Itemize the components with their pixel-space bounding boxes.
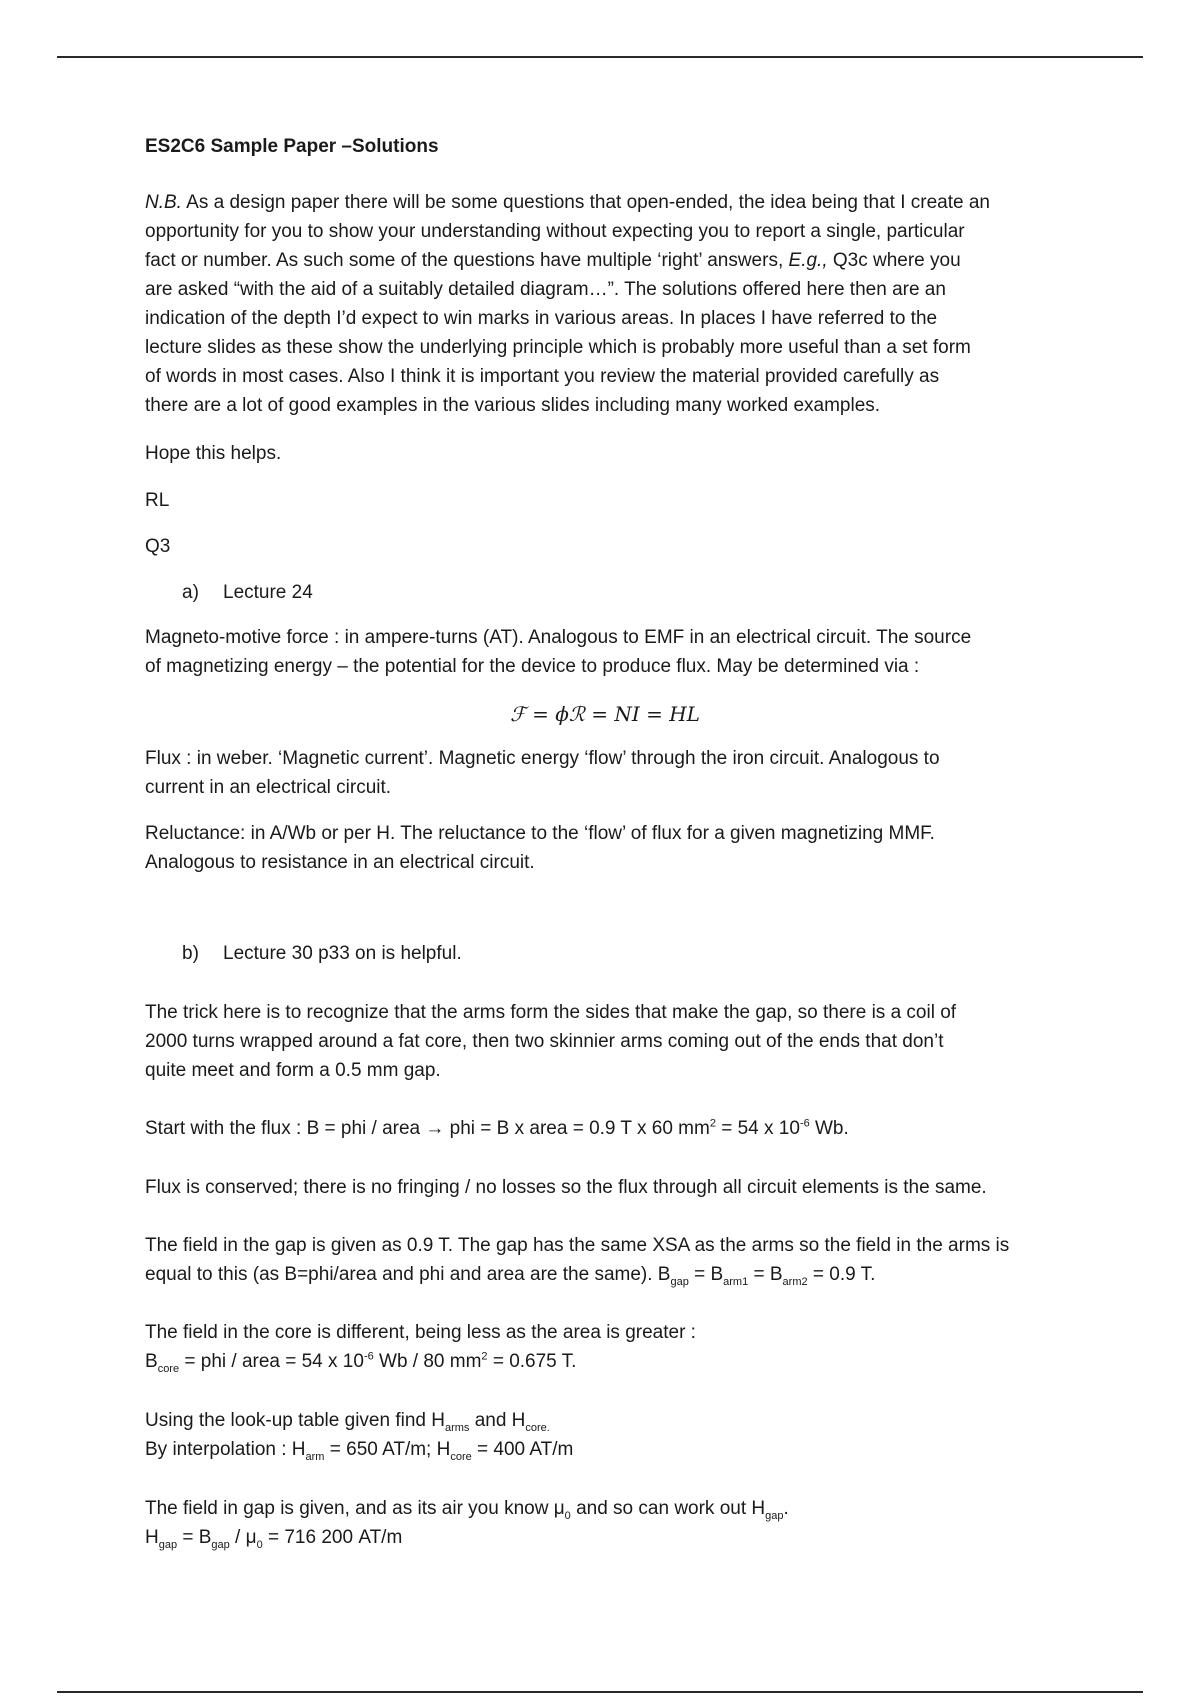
nb-label: N.B. — [145, 192, 182, 213]
document-title: ES2C6 Sample Paper –Solutions — [145, 136, 439, 157]
core-field-line-1: The field in the core is different, being less as the area is greater : — [145, 1322, 696, 1343]
trick-line-2: 2000 turns wrapped around a fat core, then two skinnier arms coming out of the ends that don’t — [145, 1031, 944, 1052]
flux-line-1: Flux : in weber. ‘Magnetic current’. Magnetic energy ‘flow’ through the iron circuit. Analogous to — [145, 748, 940, 769]
lookup-line: Using the look-up table given find $H_{arms}$ and $H_{core.}$ — [145, 1410, 550, 1434]
intro-line-6: lecture slides as these show the underlying principle which is probably more useful than a set form — [145, 337, 971, 358]
intro-line-3: fact or number. As such some of the questions have multiple ‘right’ answers, E.g., Q3c where you — [145, 250, 961, 271]
part-a-label: a) — [182, 582, 199, 603]
part-b-title: Lecture 30 p33 on is helpful. — [223, 943, 462, 964]
intro-line-1: N.B. As a design paper there will be some questions that open-ended, the idea being that I create an — [145, 192, 991, 213]
intro-line-8: there are a lot of good examples in the various slides including many worked examples. — [145, 395, 881, 416]
eg-label: E.g., — [788, 250, 828, 271]
intro-line-7: of words in most cases. Also I think it is important you review the material provided carefully as — [145, 366, 940, 387]
flux-conserved-line: Flux is conserved; there is no fringing / no losses so the flux through all circuit elements is the same. — [145, 1177, 987, 1198]
part-b-label: b) — [182, 943, 199, 964]
trick-line-3: quite meet and form a 0.5 mm gap. — [145, 1060, 441, 1081]
question-heading: Q3 — [145, 536, 171, 557]
intro-line-2: opportunity for you to show your understanding without expecting you to report a single, particular — [145, 221, 965, 242]
mmf-equation: ℱ = ϕℛ = NI = HL — [510, 702, 700, 726]
mmf-line-1: Magneto-motive force : in ampere-turns (AT). Analogous to EMF in an electrical circuit. The source — [145, 627, 972, 648]
reluctance-line-1: Reluctance: in A/Wb or per H. The reluctance to the ‘flow’ of flux for a given magnetizing MMF. — [145, 823, 935, 844]
flux-line-2: current in an electrical circuit. — [145, 777, 392, 798]
mmf-line-2: of magnetizing energy – the potential for the device to produce flux. May be determined via : — [145, 656, 920, 677]
intro-line-5: indication of the depth I’d expect to win marks in various areas. In places I have referred to the — [145, 308, 938, 329]
gap-h-line-1: The field in gap is given, and as its air you know $\mu_0$ and so can work out $H_{gap}$. — [145, 1498, 789, 1522]
interpolation-line: By interpolation : $H_{arm} = 650$ AT/m; $H_{core} = 400$ AT/m — [145, 1439, 574, 1463]
trick-line-1: The trick here is to recognize that the arms form the sides that make the gap, so there is a coil of — [145, 1002, 957, 1023]
gap-field-line-2: equal to this (as B=phi/area and phi and area are the same). $B_{gap} = B_{arm1} = B_{arm2} = 0.9$ T. — [145, 1264, 876, 1288]
footer-rule — [57, 1691, 1143, 1693]
reluctance-line-2: Analogous to resistance in an electrical circuit. — [145, 852, 535, 873]
flux-start-line: Start with the flux : B = phi / area → phi = B x area = 0.9 T x 60 $mm^2 = 54$ x $10^{-6}$ Wb. — [145, 1117, 849, 1139]
gap-h-line-2: $H_{gap} = B_{gap} / \mu_0 = 716$ 200 AT/m — [145, 1527, 403, 1551]
header-rule — [57, 56, 1143, 58]
hope-text: Hope this helps. — [145, 443, 282, 464]
part-a-title: Lecture 24 — [223, 582, 313, 603]
gap-field-line-1: The field in the gap is given as 0.9 T. The gap has the same XSA as the arms so the field in the arms is — [145, 1235, 1010, 1256]
intro-line-4: are asked “with the aid of a suitably detailed diagram…”. The solutions offered here then are an — [145, 279, 946, 300]
core-field-line-2: $B_{core}$ = phi / area = 54 x $10^{-6}$ Wb / 80 $mm^2 = 0.675$ T. — [145, 1350, 577, 1375]
signoff: RL — [145, 490, 170, 511]
